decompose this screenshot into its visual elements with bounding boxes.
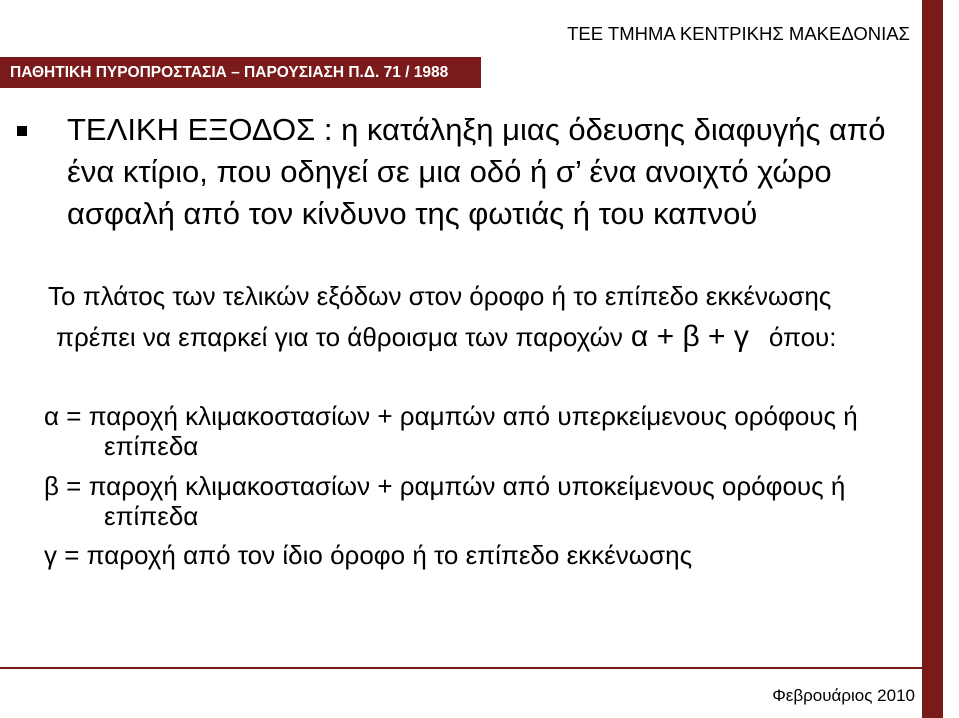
width-rule-line: Το πλάτος των τελικών εξόδων στον όροφο ή το επίπεδο εκκένωσης xyxy=(48,281,832,311)
definition-block xyxy=(67,109,886,235)
organization-title: ΤΕΕ ΤΜΗΜΑ ΚΕΝΤΡΙΚΗΣ ΜΑΚΕΔΟΝΙΑΣ xyxy=(567,23,910,44)
formula: α + β + γ xyxy=(630,320,749,353)
definition-line: ένα κτίριο, που οδηγεί σε μια οδό ή σ’ ένα ανοιχτό χώρο xyxy=(67,154,832,189)
term-beta-line: β = παροχή κλιμακοστασίων + ραμπών από υποκείμενους ορόφους ή xyxy=(44,471,846,501)
term-gamma-line: γ = παροχή από τον ίδιο όροφο ή το επίπεδο εκκένωσης xyxy=(44,540,693,570)
right-accent-bar xyxy=(922,0,943,718)
definition-line: ΤΕΛΙΚΗ ΕΞΟΔΟΣ : η κατάληξη μιας όδευσης διαφυγής από xyxy=(67,112,886,147)
width-rule-text: πρέπει να επαρκεί για το άθροισμα των παροχών xyxy=(56,322,623,352)
footer-date: Φεβρουάριος 2010 xyxy=(772,686,915,705)
width-rule-line xyxy=(56,320,836,354)
term-alpha-line: α = παροχή κλιμακοστασίων + ραμπών από υπερκείμενους ορόφους ή xyxy=(44,401,858,431)
definition-line: ασφαλή από τον κίνδυνο της φωτιάς ή του καπνού xyxy=(67,196,758,231)
term-beta-continuation: επίπεδα xyxy=(104,501,199,531)
term-alpha-continuation: επίπεδα xyxy=(104,431,199,461)
footer-divider xyxy=(0,667,922,669)
banner-title: ΠΑΘΗΤΙΚΗ ΠΥΡΟΠΡΟΣΤΑΣΙΑ – ΠΑΡΟΥΣΙΑΣΗ Π.Δ. 71 / 1988 xyxy=(10,64,449,81)
header-banner xyxy=(0,57,481,88)
square-bullet-icon xyxy=(17,126,27,136)
width-rule-suffix: όπου: xyxy=(768,322,837,352)
